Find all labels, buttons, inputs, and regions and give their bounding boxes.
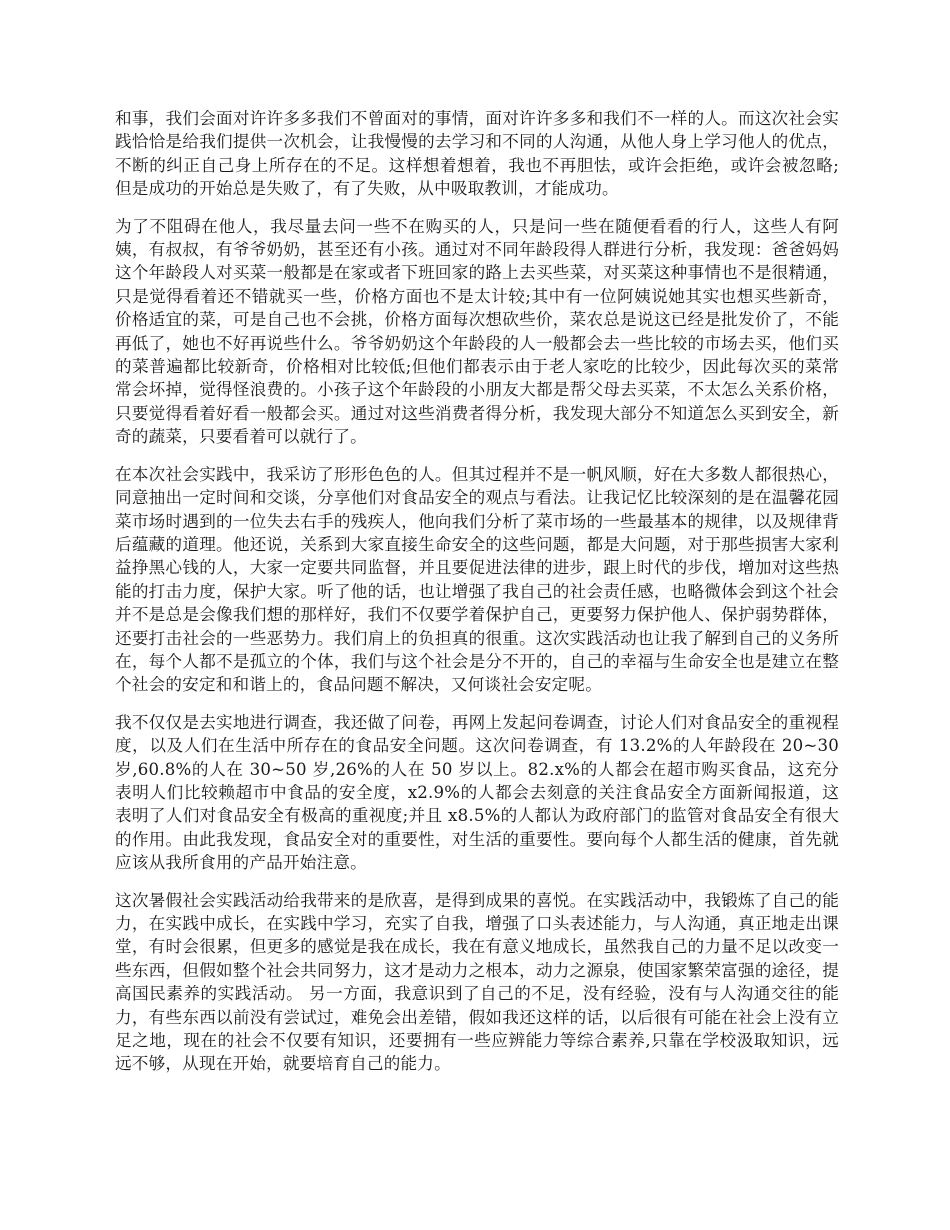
document-page [115, 107, 839, 1090]
paragraph-4: 我不仅仅是去实地进行调查，我还做了问卷，再网上发起问卷调查，讨论人们对食品安全的重视程度，以及人们在生活中所存在的食品安全问题。这次问卷调查，有 13.2%的人年龄段在 20~30 岁,60.8%的人在 30~50 岁,26%的人在 50 岁以上。82.x%的人都会在超市购买食品，这充分表明人们比较赖超市中食品的安全度，x2.9%的人都会去刻意的关注食品安全方面新闻报道，这表明了人们对食品安全有极高的重视度;并且 x8.5%的人都认为政府部门的监管对食品安全有很大的作用。由此我发现，食品安全对的重要性，对生活的重要性。要向每个人都生活的健康，首先就应该从我所食用的产品开始注意。 [115, 712, 839, 873]
paragraph-1: 和事，我们会面对许许多多我们不曾面对的事情，面对许许多多和我们不一样的人。而这次社会实践恰恰是给我们提供一次机会，让我慢慢的去学习和不同的人沟通，从他人身上学习他人的优点，不断的纠正自己身上所存在的不足。这样想着想着，我也不再胆怯，或许会拒绝，或许会被忽略;但是成功的开始总是失败了，有了失败，从中吸取教训，才能成功。 [115, 109, 839, 199]
paragraph-2: 为了不阻碍在他人，我尽量去问一些不在购买的人，只是问一些在随便看看的行人，这些人有阿姨，有叔叔，有爷爷奶奶，甚至还有小孩。通过对不同年龄段得人群进行分析，我发现：爸爸妈妈这个年龄段人对买菜一般都是在家或者下班回家的路上去买些菜，对买菜这种事情也不是很精通，只是觉得看着还不错就买一些，价格方面也不是太计较;其中有一位阿姨说她其实也想买些新奇，价格适宜的菜，可是自己也不会挑，价格方面每次想砍些价，菜农总是说这已经是批发价了，不能再低了，她也不好再说些什么。爷爷奶奶这个年龄段的人一般都会去一些比较的市场去买，他们买的菜普遍都比较新奇，价格相对比较低;但他们都表示由于老人家吃的比较少，因此每次买的菜常常会坏掉，觉得怪浪费的。小孩子这个年龄段的小朋友大都是帮父母去买菜，不太怎么关系价格，只要觉得看着好看一般都会买。通过对这些消费者得分析，我发现大部分不知道怎么买到安全，新奇的蔬菜，只要看着可以就行了。 [115, 216, 839, 447]
paragraph-3: 在本次社会实践中，我采访了形形色色的人。但其过程并不是一帆风顺，好在大多数人都很热心，同意抽出一定时间和交谈，分享他们对食品安全的观点与看法。让我记忆比较深刻的是在温馨花园菜市场时遇到的一位失去右手的残疾人，他向我们分析了菜市场的一些最基本的规律，以及规律背后蕴藏的道理。他还说，关系到大家直接生命安全的这些问题，都是大问题，对于那些损害大家利益挣黑心钱的人，大家一定要共同监督，并且要促进法律的进步，跟上时代的步伐，增加对这些热能的打击力度，保护大家。听了他的话，也让增强了我自己的社会责任感，也略微体会到这个社会并不是总是会像我们想的那样好，我们不仅要学着保护自己，更要努力保护他人、保护弱势群体，还要打击社会的一些恶势力。我们肩上的负担真的很重。这次实践活动也让我了解到自己的义务所在，每个人都不是孤立的个体，我们与这个社会是分不开的，自己的幸福与生命安全也是建立在整个社会的安定和和谐上的，食品问题不解决，又何谈社会安定呢。 [115, 464, 839, 695]
paragraph-5: 这次暑假社会实践活动给我带来的是欣喜，是得到成果的喜悦。在实践活动中，我锻炼了自己的能力，在实践中成长，在实践中学习，充实了自我，增强了口头表述能力，与人沟通，真正地走出课堂，有时会很累，但更多的感觉是我在成长，我在有意义地成长，虽然我自己的力量不足以改变一些东西，但假如整个社会共同努力，这才是动力之根本，动力之源泉，使国家繁荣富强的途径，提高国民素养的实践活动。 另一方面，我意识到了自己的不足，没有经验，没有与人沟通交往的能力，有些东西以前没有尝试过，难免会出差错，假如我还这样的话，以后很有可能在社会上没有立足之地，现在的社会不仅要有知识，还要拥有一些应辨能力等综合素养,只靠在学校汲取知识，远远不够，从现在开始，就要培育自己的能力。 [115, 890, 839, 1074]
